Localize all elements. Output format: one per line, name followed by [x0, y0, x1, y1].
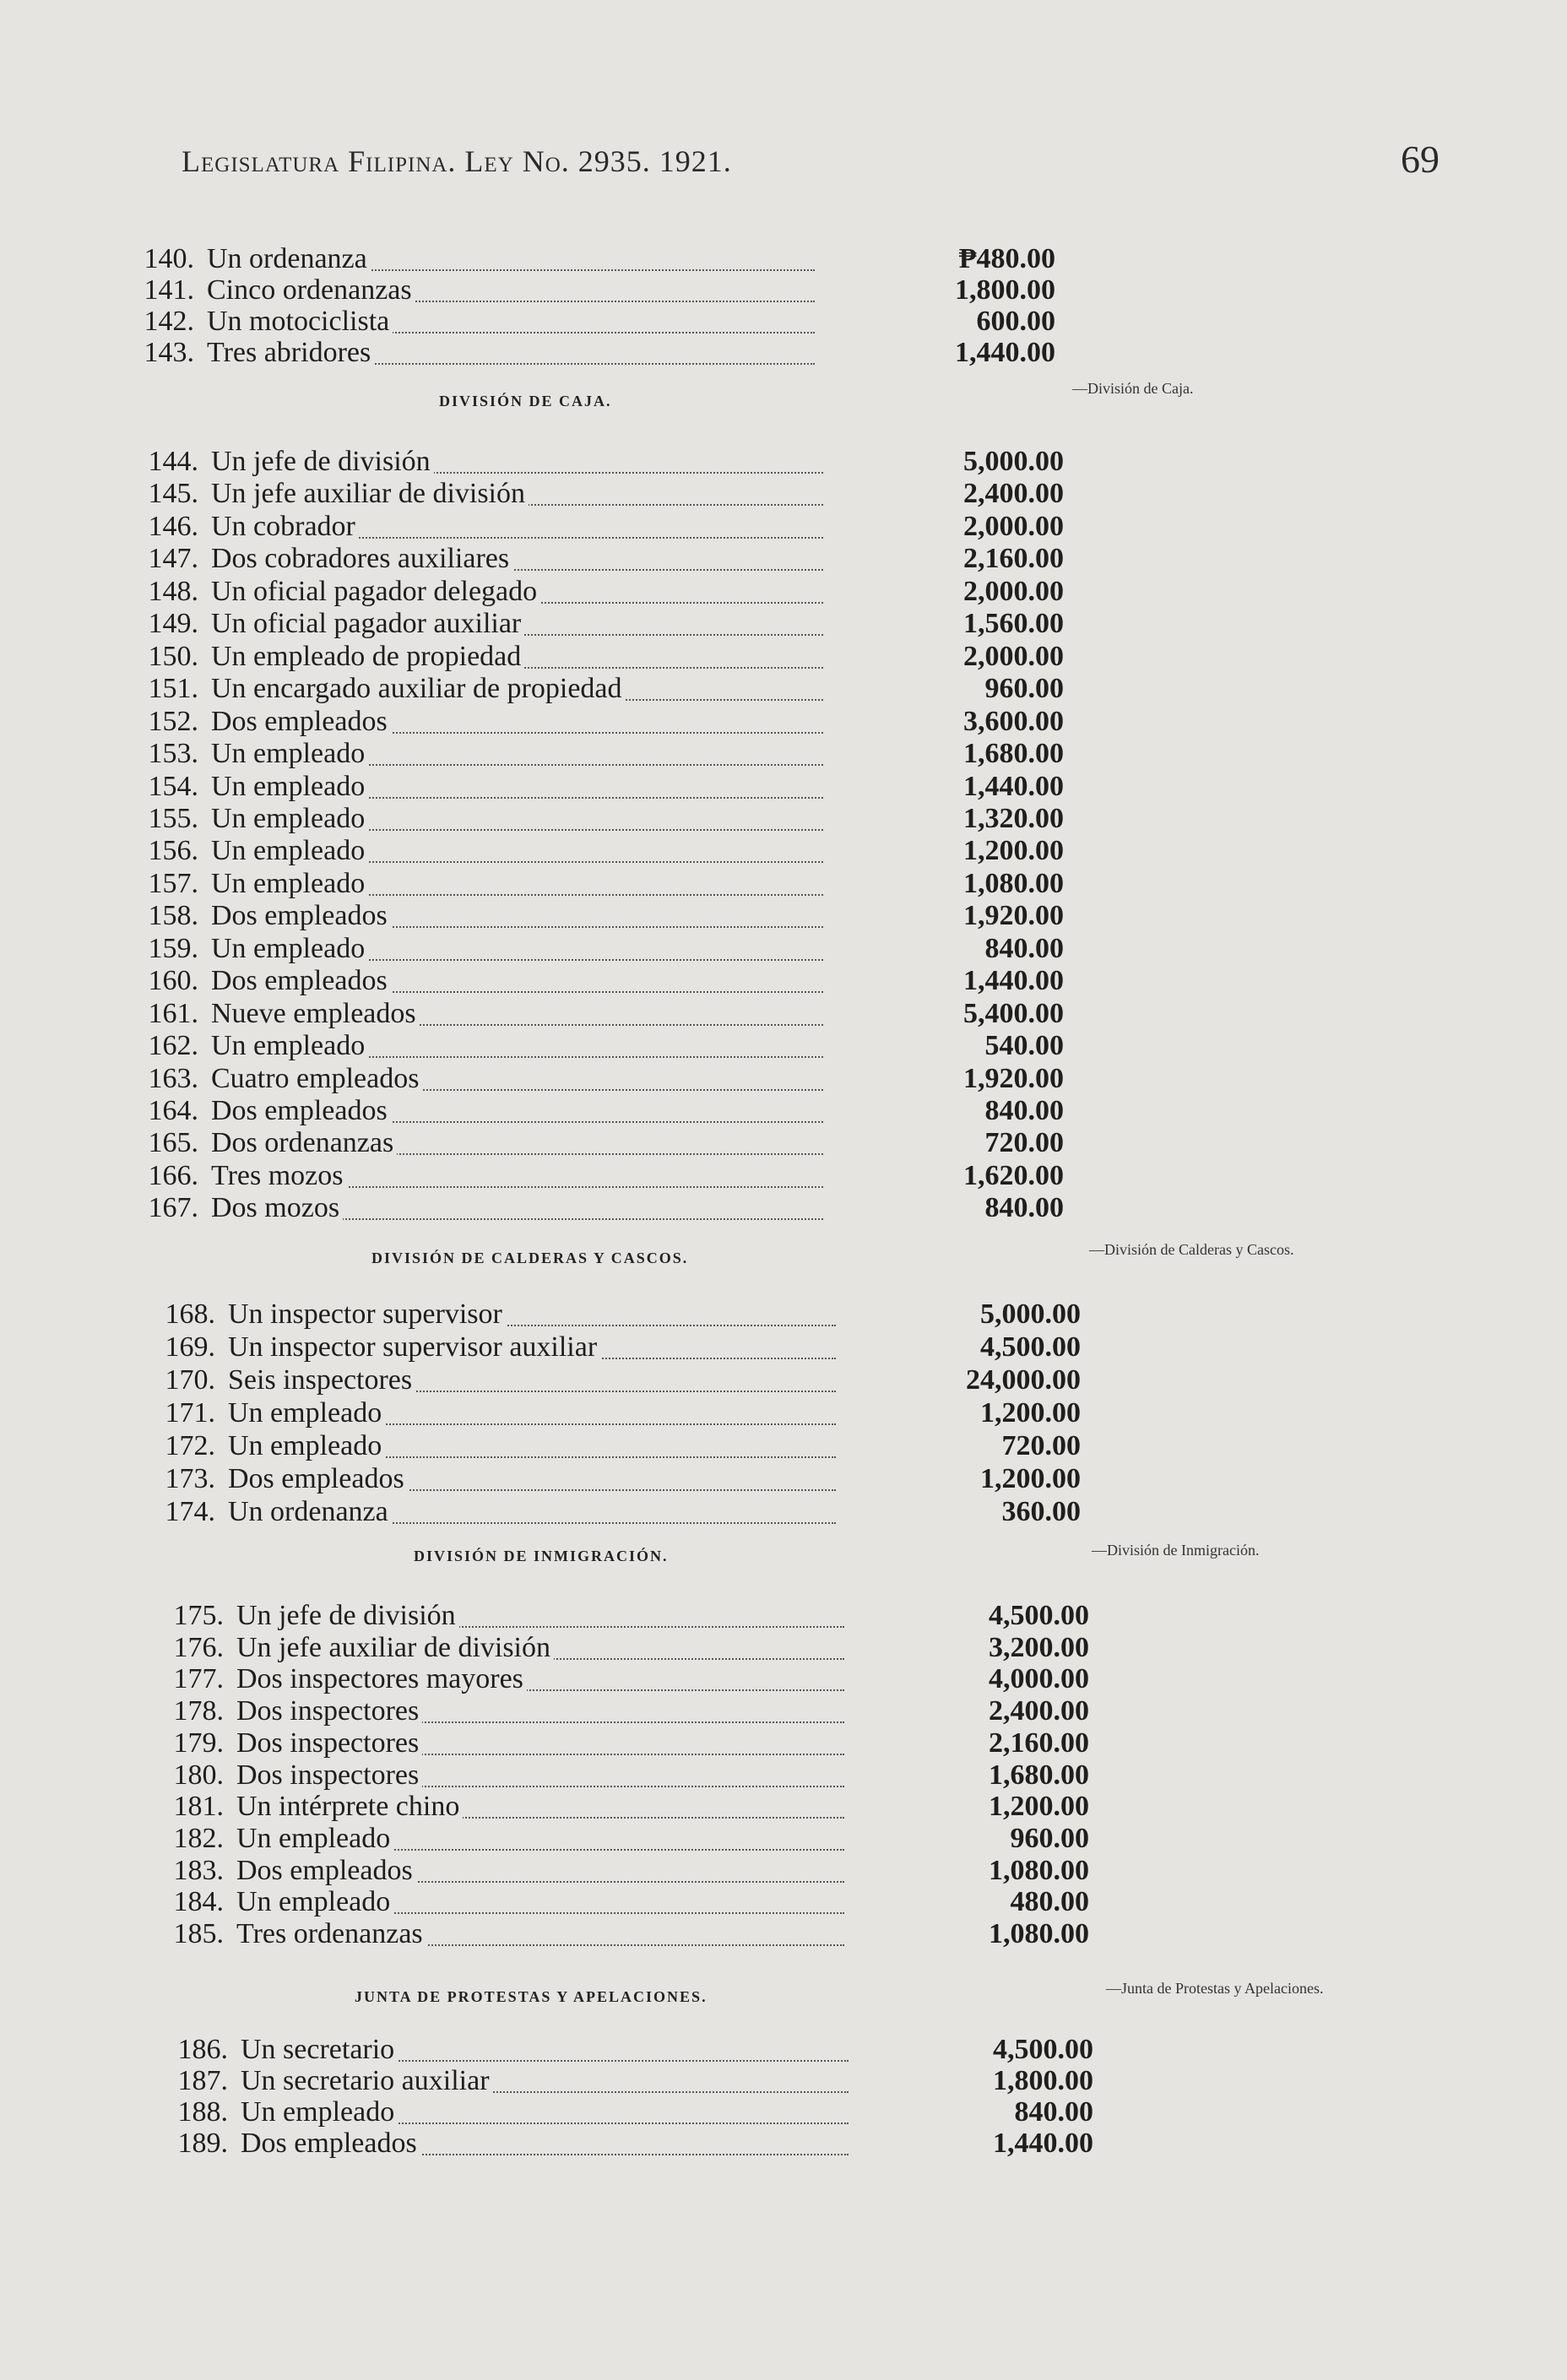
- line-item: [152, 1918, 1266, 1950]
- item-amount: 1,620.00: [963, 1160, 1064, 1191]
- item-amount: 1,200.00: [980, 1397, 1081, 1429]
- item-description: Dos ordenanzas: [211, 1127, 397, 1159]
- item-amount: 480.00: [1010, 1886, 1089, 1917]
- item-amount: 1,440.00: [955, 337, 1055, 368]
- item-amount: 5,000.00: [963, 446, 1064, 477]
- running-title: Legislatura Filipina. Ley No. 2935. 1921.: [182, 144, 732, 178]
- item-description: Un encargado auxiliar de propiedad: [211, 673, 626, 705]
- item-description: Cuatro empleados: [211, 1063, 422, 1095]
- line-item: [122, 337, 1203, 369]
- line-item: [144, 1430, 1250, 1462]
- item-number: 166.: [148, 1160, 198, 1191]
- item-description: Un secretario: [241, 2034, 398, 2066]
- item-amount: 24,000.00: [966, 1364, 1081, 1396]
- item-amount: 2,400.00: [963, 478, 1064, 509]
- item-amount: 1,440.00: [963, 965, 1064, 996]
- item-number: 141.: [144, 274, 194, 306]
- item-number: 155.: [148, 803, 198, 834]
- item-number: 188.: [177, 2096, 228, 2128]
- item-amount: 960.00: [984, 673, 1064, 704]
- item-number: 145.: [148, 478, 198, 509]
- line-item: [127, 673, 1216, 705]
- item-number: 167.: [148, 1192, 198, 1223]
- item-number: 144.: [148, 446, 198, 477]
- section-heading: JUNTA DE PROTESTAS Y APELACIONES.: [355, 1988, 708, 2005]
- line-item: [127, 511, 1216, 543]
- item-number: 143.: [144, 337, 194, 368]
- item-description: Tres abridores: [207, 337, 374, 369]
- line-item: [144, 1298, 1250, 1331]
- item-number: 181.: [173, 1791, 224, 1822]
- item-amount: 1,680.00: [963, 738, 1064, 769]
- item-amount: 1,800.00: [955, 274, 1055, 306]
- line-item: [122, 243, 1203, 275]
- line-item: [127, 803, 1216, 835]
- line-item: [152, 1823, 1266, 1855]
- item-description: Dos mozos: [211, 1192, 343, 1224]
- line-item: [127, 835, 1216, 867]
- item-amount: 840.00: [1014, 2096, 1093, 2128]
- item-description: Un jefe de división: [211, 446, 434, 478]
- item-description: Cinco ordenanzas: [207, 274, 415, 306]
- item-amount: 2,160.00: [963, 543, 1064, 574]
- item-number: 169.: [165, 1331, 215, 1363]
- line-item: [144, 1496, 1250, 1528]
- line-item: [152, 1759, 1266, 1792]
- item-number: 172.: [165, 1430, 215, 1461]
- item-description: Dos inspectores: [236, 1727, 422, 1759]
- item-description: Dos empleados: [211, 706, 391, 738]
- item-number: 179.: [173, 1727, 224, 1759]
- item-number: 150.: [148, 641, 198, 672]
- item-description: Nueve empleados: [211, 998, 420, 1030]
- item-amount: 1,800.00: [993, 2065, 1093, 2096]
- item-number: 148.: [148, 576, 198, 607]
- line-item: [144, 1331, 1250, 1363]
- item-description: Dos inspectores: [236, 1695, 422, 1727]
- line-item: [127, 738, 1216, 770]
- line-item: [127, 608, 1216, 640]
- item-description: Un empleado: [211, 738, 368, 770]
- item-number: 180.: [173, 1759, 224, 1791]
- line-item: [152, 1727, 1266, 1759]
- item-amount: 720.00: [984, 1127, 1064, 1158]
- item-amount: 840.00: [984, 1192, 1064, 1223]
- item-description: Un ordenanza: [207, 243, 371, 275]
- item-number: 149.: [148, 608, 198, 639]
- item-number: 183.: [173, 1855, 224, 1886]
- item-amount: 1,920.00: [963, 1063, 1064, 1094]
- line-item: [127, 576, 1216, 608]
- item-number: 154.: [148, 771, 198, 802]
- item-amount: 960.00: [1010, 1823, 1089, 1854]
- line-item: [152, 1695, 1266, 1727]
- margin-note: —División de Caja.: [1072, 380, 1194, 397]
- line-item: [156, 2096, 1275, 2128]
- margin-note: —Junta de Protestas y Apelaciones.: [1106, 1980, 1324, 1997]
- item-description: Dos inspectores: [236, 1759, 422, 1792]
- item-description: Dos empleados: [228, 1463, 408, 1495]
- item-number: 147.: [148, 543, 198, 574]
- item-amount: 5,400.00: [963, 998, 1064, 1029]
- item-amount: 600.00: [976, 306, 1055, 337]
- item-number: 168.: [165, 1298, 215, 1330]
- item-amount: 720.00: [1001, 1430, 1081, 1461]
- item-description: Un oficial pagador delegado: [211, 576, 540, 608]
- item-description: Un empleado: [241, 2096, 398, 2128]
- item-amount: 1,080.00: [989, 1918, 1089, 1949]
- line-item: [127, 771, 1216, 803]
- item-number: 187.: [177, 2065, 228, 2096]
- margin-note: —División de Inmigración.: [1092, 1542, 1260, 1559]
- item-number: 151.: [148, 673, 198, 704]
- item-description: Un empleado: [236, 1823, 393, 1855]
- line-item: [152, 1886, 1266, 1918]
- item-description: Un secretario auxiliar: [241, 2065, 493, 2097]
- item-amount: 840.00: [984, 1095, 1064, 1126]
- section-heading: DIVISIÓN DE CAJA.: [439, 393, 612, 409]
- item-number: 156.: [148, 835, 198, 866]
- item-description: Dos empleados: [241, 2128, 420, 2160]
- line-item: [144, 1397, 1250, 1429]
- item-amount: 5,000.00: [980, 1298, 1081, 1330]
- item-amount: 3,200.00: [989, 1632, 1089, 1663]
- line-item: [127, 1160, 1216, 1192]
- item-amount: 1,560.00: [963, 608, 1064, 639]
- line-item: [127, 868, 1216, 900]
- line-item: [152, 1632, 1266, 1664]
- item-number: 175.: [173, 1600, 224, 1631]
- page-number: 69: [1401, 138, 1440, 181]
- item-amount: 1,200.00: [980, 1463, 1081, 1494]
- section-heading: DIVISIÓN DE INMIGRACIÓN.: [414, 1548, 669, 1564]
- item-number: 162.: [148, 1030, 198, 1061]
- item-amount: 4,500.00: [993, 2034, 1093, 2065]
- item-description: Seis inspectores: [228, 1364, 415, 1396]
- item-description: Un jefe auxiliar de división: [236, 1632, 554, 1664]
- item-amount: 1,200.00: [989, 1791, 1089, 1822]
- item-amount: 540.00: [984, 1030, 1064, 1061]
- item-amount: 1,200.00: [963, 835, 1064, 866]
- item-number: 185.: [173, 1918, 224, 1949]
- item-description: Tres ordenanzas: [236, 1918, 426, 1950]
- item-amount: 1,920.00: [963, 900, 1064, 931]
- line-item: [144, 1463, 1250, 1495]
- item-description: Un empleado: [211, 771, 368, 803]
- item-number: 140.: [144, 243, 194, 274]
- item-amount: 1,680.00: [989, 1759, 1089, 1791]
- item-amount: 4,000.00: [989, 1663, 1089, 1694]
- line-item: [152, 1600, 1266, 1632]
- item-amount: 2,000.00: [963, 641, 1064, 672]
- line-item: [127, 478, 1216, 510]
- line-item: [156, 2128, 1275, 2160]
- item-number: 178.: [173, 1695, 224, 1727]
- item-description: Un ordenanza: [228, 1496, 392, 1528]
- line-item: [122, 274, 1203, 306]
- item-number: 152.: [148, 706, 198, 737]
- line-item: [127, 1192, 1216, 1224]
- item-number: 142.: [144, 306, 194, 337]
- item-description: Un empleado: [211, 803, 368, 835]
- item-number: 146.: [148, 511, 198, 542]
- line-item: [127, 706, 1216, 738]
- item-number: 171.: [165, 1397, 215, 1429]
- line-item: [127, 965, 1216, 997]
- line-item: [127, 1063, 1216, 1095]
- item-number: 173.: [165, 1463, 215, 1494]
- item-amount: 1,080.00: [963, 868, 1064, 899]
- item-amount: 2,000.00: [963, 511, 1064, 542]
- item-amount: 840.00: [984, 933, 1064, 964]
- item-description: Dos inspectores mayores: [236, 1663, 527, 1695]
- item-amount: 2,400.00: [989, 1695, 1089, 1727]
- line-item: [156, 2065, 1275, 2097]
- item-number: 158.: [148, 900, 198, 931]
- item-number: 174.: [165, 1496, 215, 1527]
- item-amount: 1,080.00: [989, 1855, 1089, 1886]
- line-item: [152, 1663, 1266, 1695]
- line-item: [127, 1127, 1216, 1159]
- item-description: Dos empleados: [236, 1855, 416, 1887]
- item-number: 161.: [148, 998, 198, 1029]
- item-number: 177.: [173, 1663, 224, 1694]
- item-description: Un jefe de división: [236, 1600, 459, 1632]
- item-number: 159.: [148, 933, 198, 964]
- item-description: Un inspector supervisor auxiliar: [228, 1331, 600, 1363]
- item-description: Un empleado: [211, 835, 368, 867]
- item-amount: 1,440.00: [963, 771, 1064, 802]
- item-description: Un intérprete chino: [236, 1791, 463, 1823]
- item-amount: 4,500.00: [980, 1331, 1081, 1363]
- item-description: Dos empleados: [211, 1095, 391, 1127]
- item-amount: 4,500.00: [989, 1600, 1089, 1631]
- page-header: [182, 138, 1440, 194]
- item-number: 153.: [148, 738, 198, 769]
- item-number: 163.: [148, 1063, 198, 1094]
- line-item: [122, 306, 1203, 338]
- line-item: [127, 900, 1216, 932]
- item-amount: 3,600.00: [963, 706, 1064, 737]
- item-amount: 2,160.00: [989, 1727, 1089, 1759]
- item-description: Dos empleados: [211, 900, 391, 932]
- item-number: 170.: [165, 1364, 215, 1396]
- line-item: [127, 998, 1216, 1030]
- line-item: [127, 641, 1216, 673]
- item-amount: ₱480.00: [958, 243, 1055, 274]
- item-description: Un jefe auxiliar de división: [211, 478, 529, 510]
- item-description: Dos cobradores auxiliares: [211, 543, 512, 575]
- item-description: Un empleado: [228, 1397, 385, 1429]
- line-item: [127, 1095, 1216, 1127]
- item-description: Un cobrador: [211, 511, 359, 543]
- line-item: [152, 1791, 1266, 1823]
- item-description: Un inspector supervisor: [228, 1298, 506, 1331]
- item-description: Un oficial pagador auxiliar: [211, 608, 524, 640]
- item-description: Tres mozos: [211, 1160, 347, 1192]
- item-description: Un empleado: [211, 868, 368, 900]
- item-description: Un empleado: [236, 1886, 393, 1918]
- item-description: Un empleado de propiedad: [211, 641, 524, 673]
- line-item: [152, 1855, 1266, 1887]
- item-amount: 2,000.00: [963, 576, 1064, 607]
- item-description: Dos empleados: [211, 965, 391, 997]
- section-heading: DIVISIÓN DE CALDERAS Y CASCOS.: [371, 1250, 689, 1266]
- item-number: 165.: [148, 1127, 198, 1158]
- item-number: 160.: [148, 965, 198, 996]
- margin-note: —División de Calderas y Cascos.: [1089, 1241, 1294, 1258]
- item-number: 176.: [173, 1632, 224, 1663]
- item-description: Un empleado: [228, 1430, 385, 1462]
- item-description: Un motociclista: [207, 306, 393, 338]
- item-number: 186.: [177, 2034, 228, 2065]
- line-item: [127, 933, 1216, 965]
- item-description: Un empleado: [211, 933, 368, 965]
- line-item: [156, 2034, 1275, 2066]
- item-number: 184.: [173, 1886, 224, 1917]
- item-amount: 1,440.00: [993, 2128, 1093, 2159]
- line-item: [127, 446, 1216, 478]
- item-description: Un empleado: [211, 1030, 368, 1062]
- item-amount: 360.00: [1001, 1496, 1081, 1527]
- line-item: [127, 543, 1216, 575]
- item-amount: 1,320.00: [963, 803, 1064, 834]
- item-number: 157.: [148, 868, 198, 899]
- item-number: 164.: [148, 1095, 198, 1126]
- line-item: [127, 1030, 1216, 1062]
- line-item: [144, 1364, 1250, 1396]
- item-number: 182.: [173, 1823, 224, 1854]
- item-number: 189.: [177, 2128, 228, 2159]
